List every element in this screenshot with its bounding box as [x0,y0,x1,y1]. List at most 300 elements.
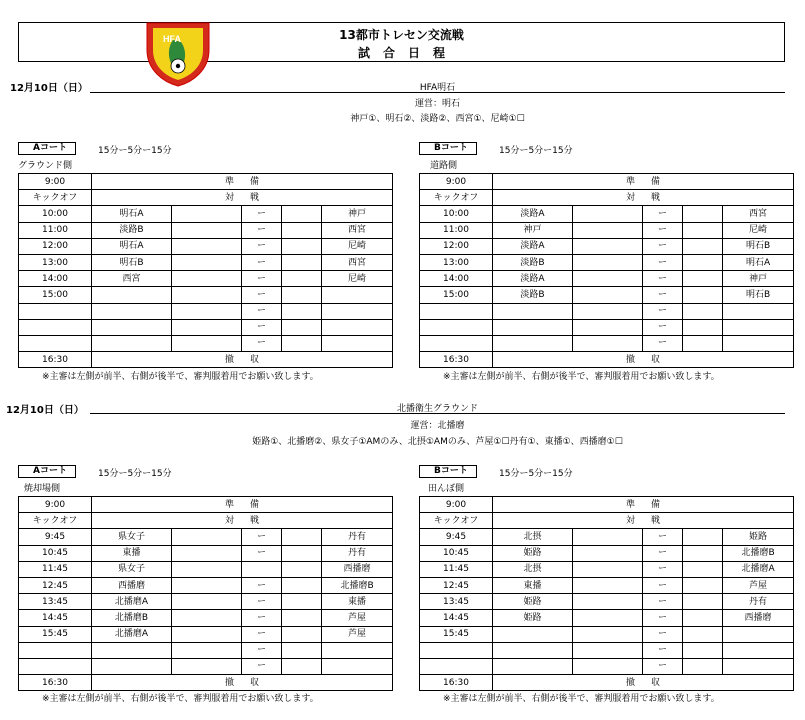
section1-court-b-time: 15分ー5分ー15分 [499,146,573,156]
match-away-team [723,303,794,319]
prep-time: 9:00 [19,497,92,513]
match-row [420,594,794,610]
match-away-team: 芦屋 [322,626,393,642]
match-away-team: 明石B [723,287,794,303]
match-time: 10:45 [420,545,493,561]
match-time: 10:00 [19,206,92,222]
match-home-team: 姫路 [493,610,573,626]
match-dash: ー [643,271,683,287]
section1-court-a-note: ※主審は左側が前半、右側が後半で、審判服着用でお願い致します。 [42,372,319,382]
page-subtitle: 試合日程 [357,46,458,60]
match-dash: ー [242,238,282,254]
match-blank [683,335,723,351]
section1-court-b-table [419,173,794,368]
match-home-team: 淡路B [493,287,573,303]
match-home-team: 西播磨 [92,577,172,593]
match-time: 10:45 [19,545,92,561]
match-row [19,222,393,238]
match-row [420,287,794,303]
match-away-team [322,642,393,658]
match-blank [172,254,242,270]
match-home-team: 明石B [92,254,172,270]
match-home-team: 北摂 [493,561,573,577]
match-blank [282,610,322,626]
match-time: 13:00 [420,254,493,270]
match-blank [683,658,723,674]
match-blank [282,561,322,577]
kickoff-label: キックオフ [19,190,92,206]
kickoff-row [19,513,393,529]
match-blank [573,529,643,545]
match-home-team: 淡路B [92,222,172,238]
match-home-team [92,287,172,303]
match-row [19,206,393,222]
match-time [420,303,493,319]
match-blank [282,545,322,561]
end-row [420,352,794,368]
match-away-team: 西播磨 [322,561,393,577]
match-time: 15:45 [420,626,493,642]
match-home-team: 北摂 [493,529,573,545]
logo-text: HFA [163,34,181,44]
section2-court-b-table [419,496,794,691]
match-blank [683,238,723,254]
match-time: 11:45 [420,561,493,577]
match-blank [282,626,322,642]
match-row [19,319,393,335]
match-dash: ー [643,238,683,254]
prep-text: 準備 [493,497,794,513]
match-dash: ー [643,642,683,658]
match-row [420,626,794,642]
end-text: 撤収 [493,675,794,691]
end-time: 16:30 [420,675,493,691]
match-home-team: 県女子 [92,529,172,545]
section2-court-b-label: Bコート [419,465,477,478]
page-title: 13都市トレセン交流戦 [339,28,464,42]
match-blank [573,254,643,270]
match-row [420,319,794,335]
match-blank [172,319,242,335]
match-dash: ー [242,626,282,642]
section1-organizer: 運営：明石 [414,99,460,109]
match-dash: ー [242,271,282,287]
match-time: 12:45 [19,577,92,593]
section2-court-a-time: 15分ー5分ー15分 [98,469,172,479]
match-home-team: 淡路B [493,254,573,270]
match-home-team: 姫路 [493,594,573,610]
match-row [19,642,393,658]
match-away-team: 芦屋 [723,577,794,593]
prep-row [420,497,794,513]
section1-venue: HFA明石 [419,83,456,93]
match-dash: ー [242,642,282,658]
match-blank [573,594,643,610]
match-dash: ー [643,561,683,577]
prep-row [420,174,794,190]
match-blank [282,594,322,610]
match-away-team [322,303,393,319]
match-blank [172,287,242,303]
match-row [19,577,393,593]
prep-text: 準備 [92,174,393,190]
match-away-team: 北播磨B [322,577,393,593]
match-blank [282,335,322,351]
match-time [420,335,493,351]
match-away-team: 明石B [723,238,794,254]
match-dash: ー [242,303,282,319]
match-away-team: 西宮 [322,222,393,238]
kickoff-text: 対戦 [92,513,393,529]
match-home-team: 姫路 [493,545,573,561]
match-time: 14:00 [420,271,493,287]
match-dash: ー [242,658,282,674]
match-blank [573,271,643,287]
match-dash: ー [643,287,683,303]
match-dash: ー [643,626,683,642]
section2-court-a-side: 焼却場側 [24,484,61,494]
match-blank [172,658,242,674]
match-away-team: 西宮 [322,254,393,270]
match-time: 13:45 [19,594,92,610]
match-dash: ー [242,594,282,610]
match-blank [573,303,643,319]
kickoff-row [420,513,794,529]
match-dash: ー [643,577,683,593]
match-home-team: 淡路A [493,206,573,222]
section1-court-a-side: グラウンド側 [18,161,73,171]
match-dash: ー [643,610,683,626]
kickoff-text: 対戦 [493,513,794,529]
match-dash: ー [643,206,683,222]
match-away-team [322,658,393,674]
match-dash: ー [242,222,282,238]
section2-court-b-side: 田んぼ側 [428,484,465,494]
match-row [420,222,794,238]
match-home-team [493,303,573,319]
section2-court-a-table [18,496,393,691]
match-dash: ー [242,610,282,626]
match-blank [683,626,723,642]
section1-court-a-time: 15分ー5分ー15分 [98,146,172,156]
match-dash: ー [643,222,683,238]
match-time [420,642,493,658]
match-time: 15:00 [19,287,92,303]
match-dash: ー [643,335,683,351]
match-time: 11:45 [19,561,92,577]
match-time: 11:00 [19,222,92,238]
match-home-team [92,303,172,319]
prep-time: 9:00 [19,174,92,190]
match-blank [683,529,723,545]
match-row [19,271,393,287]
kickoff-row [19,190,393,206]
match-blank [573,287,643,303]
match-blank [573,222,643,238]
match-blank [282,222,322,238]
match-blank [573,626,643,642]
prep-time: 9:00 [420,174,493,190]
match-blank [172,238,242,254]
match-away-team [322,335,393,351]
kickoff-label: キックオフ [420,513,493,529]
kickoff-label: キックオフ [420,190,493,206]
section1-court-b-note: ※主審は左側が前半、右側が後半で、審判服着用でお願い致します。 [443,372,720,382]
match-blank [282,577,322,593]
match-blank [172,529,242,545]
match-time: 12:00 [420,238,493,254]
match-blank [683,222,723,238]
section2-date: 12月10日（日） [6,405,84,416]
match-row [420,577,794,593]
match-time [19,319,92,335]
match-home-team: 明石A [92,206,172,222]
match-time: 10:00 [420,206,493,222]
match-blank [683,545,723,561]
match-away-team: 東播 [322,594,393,610]
match-blank [282,642,322,658]
section1-court-b-label: Bコート [419,142,477,155]
match-home-team: 県女子 [92,561,172,577]
match-blank [282,254,322,270]
match-home-team: 北播磨A [92,594,172,610]
section1-court-a-table [18,173,393,368]
match-blank [683,642,723,658]
match-time: 14:45 [19,610,92,626]
match-away-team [723,626,794,642]
match-home-team: 淡路A [493,271,573,287]
match-row [19,529,393,545]
match-blank [683,594,723,610]
match-blank [282,206,322,222]
match-row [420,335,794,351]
section2-court-a-note: ※主審は左側が前半、右側が後半で、審判服着用でお願い致します。 [42,694,319,704]
end-text: 撤収 [92,352,393,368]
match-away-team [322,287,393,303]
match-time: 9:45 [420,529,493,545]
match-dash: ー [242,206,282,222]
match-dash: ー [242,287,282,303]
match-dash: ー [643,594,683,610]
match-away-team: 神戸 [322,206,393,222]
match-home-team [92,335,172,351]
match-home-team: 東播 [493,577,573,593]
match-blank [282,238,322,254]
section2-court-b-note: ※主審は左側が前半、右側が後半で、審判服着用でお願い致します。 [443,694,720,704]
match-row [420,271,794,287]
end-time: 16:30 [420,352,493,368]
match-time [19,658,92,674]
match-row [19,658,393,674]
match-blank [282,529,322,545]
match-away-team: 西宮 [723,206,794,222]
match-home-team: 淡路A [493,238,573,254]
match-blank [573,319,643,335]
match-blank [282,319,322,335]
match-row [420,238,794,254]
match-blank [172,626,242,642]
match-home-team [493,319,573,335]
kickoff-text: 対戦 [92,190,393,206]
match-blank [573,238,643,254]
end-row [19,675,393,691]
section2-venue: 北播衛生グラウンド [396,404,478,414]
match-time: 12:00 [19,238,92,254]
match-row [420,545,794,561]
match-time [19,335,92,351]
match-blank [683,271,723,287]
match-blank [172,642,242,658]
section1-venue-box [90,80,785,93]
section2-teams: 姫路①、北播磨②、県女子①AMのみ、北摂①AMのみ、芦屋①☐丹有①、東播①、西播磨①☐ [252,437,623,447]
match-blank [573,658,643,674]
match-dash [242,561,282,577]
match-blank [172,545,242,561]
match-away-team: 丹有 [322,529,393,545]
match-blank [683,303,723,319]
match-home-team: 東播 [92,545,172,561]
match-away-team: 西播磨 [723,610,794,626]
end-text: 撤収 [493,352,794,368]
match-away-team [723,319,794,335]
match-away-team: 丹有 [723,594,794,610]
match-home-team: 北播磨B [92,610,172,626]
match-dash: ー [643,545,683,561]
match-home-team: 西宮 [92,271,172,287]
section1-teams: 神戸①、明石②、淡路②、西宮①、尼崎①☐ [350,114,525,124]
kickoff-row [420,190,794,206]
match-time: 12:45 [420,577,493,593]
match-blank [282,303,322,319]
match-blank [282,658,322,674]
match-dash: ー [242,577,282,593]
match-dash: ー [643,658,683,674]
match-away-team [723,658,794,674]
match-row [19,545,393,561]
match-blank [172,271,242,287]
match-row [19,594,393,610]
prep-time: 9:00 [420,497,493,513]
kickoff-label: キックオフ [19,513,92,529]
kickoff-text: 対戦 [493,190,794,206]
match-dash: ー [242,545,282,561]
match-home-team: 神戸 [493,222,573,238]
hfa-logo-icon [143,20,213,88]
section2-court-a-label: Aコート [18,465,76,478]
match-row [19,626,393,642]
match-row [420,303,794,319]
prep-row [19,497,393,513]
match-away-team: 姫路 [723,529,794,545]
match-home-team [92,642,172,658]
match-home-team [493,626,573,642]
match-time: 13:45 [420,594,493,610]
match-away-team: 尼崎 [723,222,794,238]
match-away-team: 丹有 [322,545,393,561]
match-blank [172,610,242,626]
match-blank [172,206,242,222]
match-time: 11:00 [420,222,493,238]
match-blank [172,335,242,351]
end-text: 撤収 [92,675,393,691]
match-row [420,254,794,270]
match-time: 15:00 [420,287,493,303]
match-row [19,287,393,303]
prep-text: 準備 [493,174,794,190]
match-row [420,658,794,674]
match-dash: ー [643,303,683,319]
match-away-team: 北播磨B [723,545,794,561]
match-blank [172,594,242,610]
match-row [19,561,393,577]
match-away-team [723,642,794,658]
match-away-team: 北播磨A [723,561,794,577]
match-blank [683,206,723,222]
match-dash: ー [242,319,282,335]
match-dash: ー [242,529,282,545]
match-home-team: 明石A [92,238,172,254]
section1-court-b-side: 道路側 [430,161,458,171]
match-blank [573,561,643,577]
match-blank [683,319,723,335]
prep-text: 準備 [92,497,393,513]
match-blank [573,206,643,222]
match-blank [282,287,322,303]
match-time: 13:00 [19,254,92,270]
match-dash: ー [643,254,683,270]
section1-court-a-label: Aコート [18,142,76,155]
match-row [420,642,794,658]
match-dash: ー [242,254,282,270]
match-home-team: 北播磨A [92,626,172,642]
match-blank [683,610,723,626]
match-time [420,658,493,674]
match-blank [282,271,322,287]
end-time: 16:30 [19,675,92,691]
match-blank [573,610,643,626]
match-time: 14:00 [19,271,92,287]
match-blank [573,335,643,351]
section2-venue-box [90,401,785,414]
match-dash: ー [643,319,683,335]
match-row [19,303,393,319]
match-dash: ー [643,529,683,545]
match-home-team [92,319,172,335]
section2-court-b-time: 15分ー5分ー15分 [499,469,573,479]
match-blank [683,254,723,270]
match-row [420,561,794,577]
match-time: 14:45 [420,610,493,626]
match-home-team [92,658,172,674]
match-row [19,254,393,270]
match-blank [172,303,242,319]
match-row [420,206,794,222]
section1-date: 12月10日（日） [10,83,88,94]
match-away-team: 尼崎 [322,271,393,287]
match-time [19,303,92,319]
section2-organizer: 運営：北播磨 [410,421,465,431]
match-away-team: 明石A [723,254,794,270]
match-row [420,610,794,626]
match-home-team [493,335,573,351]
prep-row [19,174,393,190]
match-row [19,238,393,254]
end-time: 16:30 [19,352,92,368]
match-blank [172,222,242,238]
match-time: 9:45 [19,529,92,545]
match-blank [172,561,242,577]
match-row [19,610,393,626]
